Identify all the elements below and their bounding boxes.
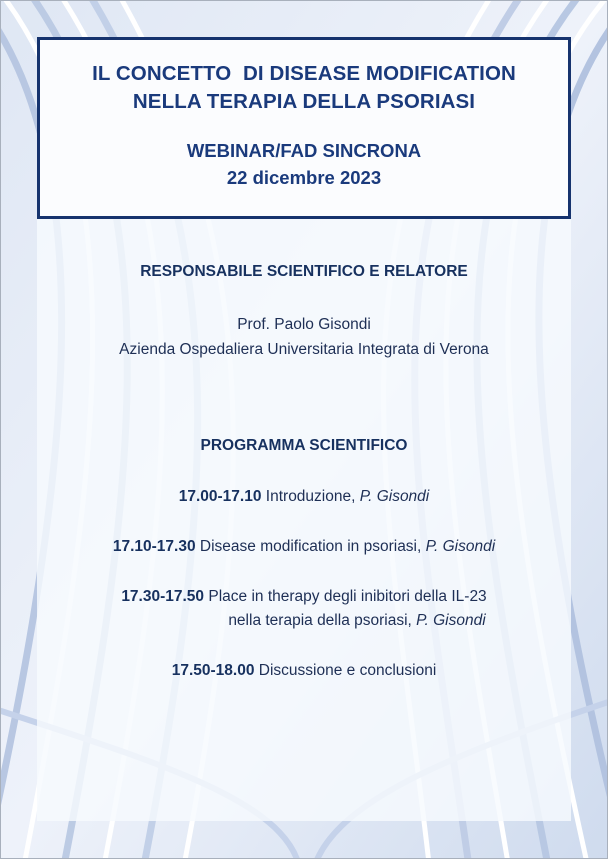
event-date: 22 dicembre 2023 <box>226 167 382 188</box>
program-time: 17.50-18.00 <box>171 662 255 679</box>
speaker-affiliation: Azienda Ospedaliera Universitaria Integrata di Verona <box>119 341 489 358</box>
responsabile-heading: RESPONSABILE SCIENTIFICO E RELATORE <box>140 263 468 280</box>
program-time: 17.30-17.50 <box>121 588 205 605</box>
program-title-cont-text: nella terapia della psoriasi, <box>228 612 417 629</box>
program-time: 17.10-17.30 <box>112 538 196 555</box>
program-speaker: P. Gisondi <box>416 612 486 629</box>
speaker-block <box>37 312 571 362</box>
program-title: Introduzione, <box>265 488 360 505</box>
speaker-name: Prof. Paolo Gisondi <box>237 316 371 333</box>
program-item <box>37 485 571 509</box>
program-title: Disease modification in psoriasi, <box>199 538 426 555</box>
event-type: WEBINAR/FAD SINCRONA <box>186 140 422 161</box>
program-speaker: P. Gisondi <box>359 488 430 505</box>
program-time: 17.00-17.10 <box>178 488 262 505</box>
program-title-continuation <box>37 609 571 633</box>
title-line-2: NELLA TERAPIA DELLA PSORIASI <box>132 90 476 113</box>
program-item <box>37 585 571 633</box>
title-line-1: IL CONCETTO DI DISEASE MODIFICATION <box>92 62 516 85</box>
title-box <box>37 37 571 219</box>
programma-heading: PROGRAMMA SCIENTIFICO <box>200 437 408 454</box>
content-panel <box>37 218 571 821</box>
program-item <box>37 535 571 559</box>
program-speaker: P. Gisondi <box>425 538 496 555</box>
program-item <box>37 659 571 683</box>
program-title: Discussione e conclusioni <box>258 662 437 679</box>
program-title: Place in therapy degli inibitori della IL-23 <box>208 588 487 605</box>
